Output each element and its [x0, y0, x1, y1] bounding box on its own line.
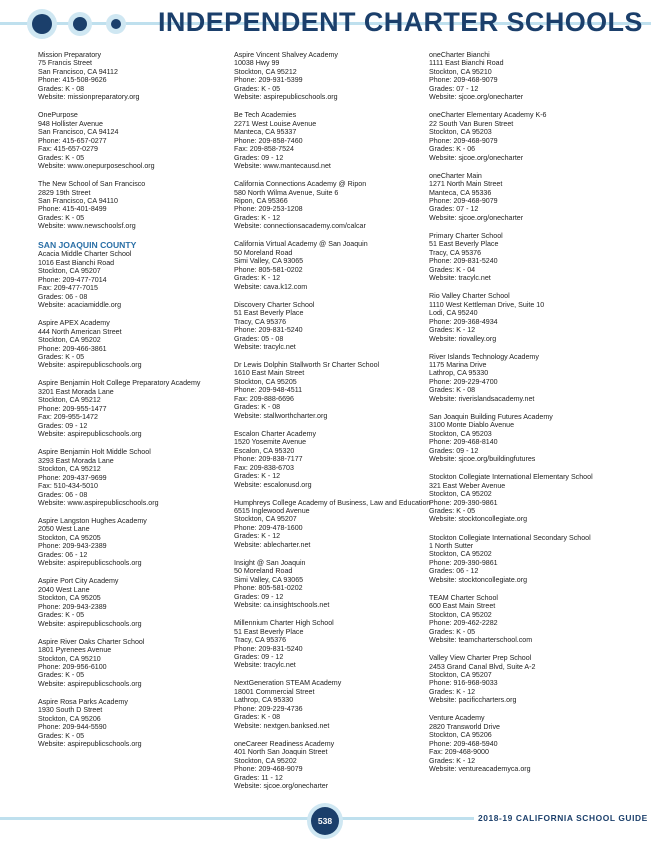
school-city: Escalon, CA 95320 [234, 446, 295, 455]
school-grades: Grades: K - 06 [429, 145, 476, 154]
school-entry [429, 292, 634, 343]
school-city: Stockton, CA 95202 [234, 756, 297, 765]
school-entry [429, 654, 634, 705]
school-city: Stockton, CA 95203 [429, 429, 492, 438]
school-grades: Grades: K - 05 [38, 153, 85, 162]
school-website: Website: connectionsacademy.com/calcar [234, 222, 366, 231]
school-phone: Phone: 209-368-4934 [429, 317, 498, 326]
school-city: Stockton, CA 95203 [429, 128, 492, 137]
school-city: Manteca, CA 95337 [234, 128, 297, 137]
school-city: San Francisco, CA 94110 [38, 196, 118, 205]
school-website: Website: sjcoe.org/onecharter [234, 782, 329, 791]
school-street: 1 North Sutter [429, 541, 474, 550]
school-phone: Phone: 209-468-9079 [429, 136, 498, 145]
school-street: 2453 Grand Canal Blvd, Suite A-2 [429, 662, 536, 671]
school-entry [429, 232, 634, 283]
school-phone: Phone: 209-478-1600 [234, 523, 303, 532]
school-phone: Phone: 209-229-4700 [429, 377, 498, 386]
school-grades: Grades: K - 12 [234, 213, 281, 222]
school-name: California Connections Academy @ Ripon [234, 180, 367, 189]
school-street: 6515 Inglewood Avenue [234, 507, 310, 515]
school-name: The New School of San Francisco [38, 180, 146, 189]
school-grades: Grades: K - 08 [234, 713, 281, 722]
school-website: Website: www.onepurposeschool.org [38, 162, 155, 171]
school-website: Website: stallworthcharter.org [234, 411, 328, 420]
school-entry [38, 51, 243, 102]
school-city: Tracy, CA 95376 [234, 636, 287, 645]
school-name: OnePurpose [38, 111, 78, 120]
school-website: Website: aspirepublicschools.org [38, 361, 142, 370]
school-street: 2050 West Lane [38, 525, 90, 534]
school-grades: Grades: K - 08 [429, 386, 476, 395]
school-city: Tracy, CA 95376 [234, 317, 287, 326]
school-entry [38, 319, 243, 370]
school-website: Website: sjcoe.org/buildingfutures [429, 455, 536, 464]
school-grades: Grades: 09 - 12 [429, 446, 479, 455]
school-fax: Fax: 209-838-6703 [234, 463, 294, 472]
school-city: San Francisco, CA 94124 [38, 128, 119, 137]
school-city: Stockton, CA 95212 [234, 67, 297, 76]
school-entry [429, 594, 634, 645]
school-grades: Grades: K - 08 [234, 403, 281, 412]
school-phone: Phone: 209-838-7177 [234, 455, 303, 464]
school-entry [234, 619, 439, 670]
school-name: Aspire Benjamin Holt Middle School [38, 448, 151, 457]
school-street: 18001 Commercial Street [234, 687, 315, 696]
school-city: Stockton, CA 95202 [429, 490, 492, 499]
school-name: Acacia Middle Charter School [38, 250, 132, 259]
school-entry [234, 559, 439, 610]
school-entry [38, 517, 243, 568]
school-street: 50 Moreland Road [234, 567, 293, 576]
school-street: 1271 North Main Street [429, 180, 503, 189]
school-phone: Phone: 805-581-0202 [234, 265, 303, 274]
school-website: Website: cava.k12.com [234, 282, 308, 291]
school-website: Website: missionpreparatory.org [38, 93, 140, 102]
school-name: Be Tech Academies [234, 111, 297, 120]
school-website: Website: tracylc.net [429, 274, 491, 283]
school-name: NextGeneration STEAM Academy [234, 679, 342, 688]
school-website: Website: ablecharter.net [234, 540, 311, 549]
school-entry [429, 534, 634, 585]
school-grades: Grades: K - 05 [38, 611, 85, 620]
listing-column-1 [38, 51, 243, 758]
school-phone: Phone: 209-390-9861 [429, 498, 498, 507]
school-website: Website: sjcoe.org/onecharter [429, 153, 524, 162]
listing-column-3 [429, 51, 634, 783]
school-fax: Fax: 209-955-1472 [38, 413, 98, 422]
school-phone: Phone: 209-229-4736 [234, 704, 303, 713]
school-website: Website: www.newschoolsf.org [38, 222, 136, 231]
school-name: Mission Preparatory [38, 51, 102, 59]
school-street: 75 Francis Street [38, 59, 93, 68]
school-city: Lathrop, CA 95330 [429, 369, 489, 378]
page-title: INDEPENDENT CHARTER SCHOOLS [158, 7, 643, 37]
school-fax: Fax: 415-657-0279 [38, 145, 98, 154]
school-entry [234, 499, 439, 550]
school-name: oneCharter Bianchi [429, 51, 490, 59]
school-phone: Phone: 805-581-0202 [234, 584, 303, 593]
school-city: Stockton, CA 95212 [38, 396, 101, 405]
school-entry [38, 111, 243, 170]
school-entry [234, 740, 439, 791]
school-street: 1610 East Main Street [234, 369, 305, 378]
school-fax: Fax: 510-434-5010 [38, 482, 98, 491]
school-phone: Phone: 209-462-2282 [429, 619, 498, 628]
header-dot-1 [32, 14, 52, 34]
school-street: 51 East Beverly Place [234, 309, 304, 318]
school-grades: Grades: K - 04 [429, 265, 476, 274]
header-dot-3 [111, 19, 121, 29]
school-phone: Phone: 209-466-3861 [38, 344, 107, 353]
school-city: Stockton, CA 95207 [234, 515, 297, 524]
listing-column-2 [234, 51, 439, 800]
school-grades: Grades: K - 05 [38, 352, 85, 361]
school-grades: Grades: K - 12 [429, 326, 476, 335]
school-name: Stockton Collegiate International Elementary School [429, 473, 593, 482]
school-street: 948 Hollister Avenue [38, 119, 103, 128]
school-name: Humphreys College Academy of Business, Law and Education [234, 498, 431, 507]
school-name: Venture Academy [429, 714, 485, 723]
school-city: Stockton, CA 95210 [38, 654, 101, 663]
school-grades: Grades: K - 05 [38, 731, 85, 740]
school-street: 1930 South D Street [38, 706, 103, 715]
school-street: 2829 19th Street [38, 188, 91, 197]
school-city: Stockton, CA 95205 [38, 533, 101, 542]
school-grades: Grades: K - 05 [429, 507, 476, 515]
school-website: Website: ventureacademyca.org [429, 765, 531, 774]
school-entry [429, 172, 634, 223]
school-street: 3100 Monte Diablo Avenue [429, 421, 515, 430]
school-entry [38, 698, 243, 749]
school-grades: Grades: 07 - 12 [429, 205, 479, 214]
school-name: Primary Charter School [429, 231, 503, 240]
school-entry [38, 240, 243, 309]
school-entry [234, 361, 439, 420]
school-city: Ripon, CA 95366 [234, 196, 288, 205]
school-name: TEAM Charter School [429, 593, 498, 602]
school-entry [429, 51, 634, 102]
school-street: 3293 East Morada Lane [38, 456, 114, 465]
school-name: Aspire Rosa Parks Academy [38, 697, 128, 706]
school-entry [38, 448, 243, 507]
school-grades: Grades: K - 12 [234, 532, 281, 541]
school-phone: Phone: 916-968-9033 [429, 679, 498, 688]
school-city: Stockton, CA 95205 [234, 377, 297, 386]
school-phone: Phone: 209-956-6100 [38, 662, 107, 671]
school-name: Discovery Charter School [234, 300, 315, 309]
school-phone: Phone: 415-657-0277 [38, 136, 107, 145]
school-street: 444 North American Street [38, 327, 122, 336]
school-name: Aspire River Oaks Charter School [38, 637, 145, 646]
school-entry [38, 180, 243, 231]
school-name: River Islands Technology Academy [429, 352, 539, 361]
school-website: Website: www.mantecausd.net [234, 162, 331, 171]
school-entry [429, 111, 634, 162]
school-grades: Grades: K - 12 [234, 274, 281, 283]
school-phone: Phone: 209-468-9079 [234, 765, 303, 774]
school-city: Simi Valley, CA 93065 [234, 257, 304, 266]
school-grades: Grades: 06 - 08 [38, 292, 88, 301]
school-fax: Fax: 209-477-7015 [38, 284, 98, 293]
school-name: Aspire Port City Academy [38, 577, 119, 586]
school-phone: Phone: 209-468-9079 [429, 196, 498, 205]
school-name: Rio Valley Charter School [429, 292, 510, 301]
school-city: Tracy, CA 95376 [429, 248, 482, 257]
school-street: 1175 Marina Drive [429, 361, 487, 370]
school-phone: Phone: 209-831-5240 [234, 326, 303, 335]
school-website: Website: aspirepublicschools.org [38, 740, 142, 749]
school-website: Website: stocktoncollegiate.org [429, 515, 528, 524]
school-website: Website: aspirepublicschools.org [38, 679, 142, 688]
school-website: Website: riovalley.org [429, 334, 497, 343]
school-website: Website: escalonusd.org [234, 480, 312, 489]
school-city: Stockton, CA 95202 [38, 336, 101, 345]
school-name: Dr Lewis Dolphin Stallworth Sr Charter School [234, 361, 380, 370]
school-street: 401 North San Joaquin Street [234, 748, 328, 757]
school-website: Website: teamcharterschool.com [429, 636, 533, 645]
school-entry [234, 111, 439, 170]
school-website: Website: tracylc.net [234, 661, 296, 670]
school-city: Stockton, CA 95206 [429, 731, 492, 740]
school-city: Stockton, CA 95210 [429, 67, 492, 76]
school-city: Manteca, CA 95336 [429, 188, 492, 197]
school-grades: Grades: K - 05 [38, 213, 85, 222]
school-entry [234, 679, 439, 730]
school-name: Aspire APEX Academy [38, 319, 110, 328]
school-street: 1801 Pyrenees Avenue [38, 646, 112, 655]
school-website: Website: aspirepublicschools.org [234, 93, 338, 102]
school-phone: Phone: 415-508-9626 [38, 76, 107, 85]
school-city: San Francisco, CA 94112 [38, 67, 118, 76]
school-phone: Phone: 209-943-2389 [38, 602, 107, 611]
school-city: Stockton, CA 95207 [38, 267, 101, 276]
school-name: Aspire Vincent Shalvey Academy [234, 51, 338, 59]
school-phone: Phone: 209-468-9079 [429, 76, 498, 85]
school-website: Website: aspirepublicschools.org [38, 430, 142, 439]
school-street: 10038 Hwy 99 [234, 59, 280, 68]
school-name: Stockton Collegiate International Secondary School [429, 533, 591, 542]
school-grades: Grades: K - 05 [38, 671, 85, 680]
school-grades: Grades: K - 12 [429, 756, 476, 765]
school-entry [429, 714, 634, 773]
school-grades: Grades: 09 - 12 [234, 652, 284, 661]
school-fax: Fax: 209-888-6696 [234, 394, 294, 403]
school-website: Website: riverislandsacademy.net [429, 394, 535, 403]
school-grades: Grades: 09 - 12 [234, 153, 284, 162]
school-street: 1016 East Bianchi Road [38, 258, 115, 267]
school-phone: Phone: 209-831-5240 [234, 644, 303, 653]
school-name: San Joaquin Building Futures Academy [429, 412, 553, 421]
school-city: Stockton, CA 95206 [38, 714, 101, 723]
school-grades: Grades: 11 - 12 [234, 773, 283, 782]
school-street: 1110 West Kettleman Drive, Suite 10 [429, 300, 545, 309]
school-entry [38, 638, 243, 689]
school-phone: Phone: 415-401-8499 [38, 205, 107, 214]
school-phone: Phone: 209-390-9861 [429, 558, 498, 567]
school-entry [234, 301, 439, 352]
school-city: Stockton, CA 95205 [38, 594, 101, 603]
school-entry [429, 473, 634, 524]
school-street: 600 East Main Street [429, 602, 496, 611]
school-entry [234, 51, 439, 102]
school-grades: Grades: 09 - 12 [38, 421, 88, 430]
school-phone: Phone: 209-477-7014 [38, 275, 107, 284]
school-phone: Phone: 209-437-9699 [38, 473, 107, 482]
school-entry [234, 240, 439, 291]
school-phone: Phone: 209-253-1208 [234, 205, 303, 214]
school-website: Website: acaciamiddle.org [38, 301, 122, 310]
school-phone: Phone: 209-468-5940 [429, 739, 498, 748]
school-phone: Phone: 209-858-7460 [234, 136, 303, 145]
page-number: 538 [311, 807, 339, 835]
school-city: Stockton, CA 95202 [429, 610, 492, 619]
school-street: 1520 Yosemite Avenue [234, 438, 307, 447]
school-website: Website: nextgen.banksed.net [234, 721, 330, 730]
school-name: Aspire Benjamin Holt College Preparatory Academy [38, 379, 201, 388]
school-phone: Phone: 209-955-1477 [38, 404, 107, 413]
school-name: California Virtual Academy @ San Joaquin [234, 240, 368, 249]
school-phone: Phone: 209-831-5240 [429, 257, 498, 266]
school-street: 3201 East Morada Lane [38, 387, 114, 396]
school-city: Lodi, CA 95240 [429, 309, 478, 318]
school-name: oneCharter Elementary Academy K-6 [429, 111, 547, 120]
school-website: Website: aspirepublicschools.org [38, 619, 142, 628]
school-city: Stockton, CA 95212 [38, 465, 101, 474]
school-phone: Phone: 209-931-5399 [234, 76, 303, 85]
school-entry [234, 430, 439, 489]
school-street: 50 Moreland Road [234, 248, 293, 257]
school-street: 51 East Beverly Place [234, 627, 304, 636]
school-phone: Phone: 209-948-4511 [234, 386, 303, 395]
school-street: 580 North Wilma Avenue, Suite 6 [234, 188, 339, 197]
school-grades: Grades: 05 - 08 [234, 334, 284, 343]
school-phone: Phone: 209-944-5590 [38, 723, 107, 732]
guide-title: 2018-19 CALIFORNIA SCHOOL GUIDE [474, 813, 651, 823]
school-grades: Grades: 07 - 12 [429, 84, 479, 93]
school-name: Insight @ San Joaquin [234, 558, 306, 567]
school-city: Stockton, CA 95202 [429, 550, 492, 559]
school-entry [429, 413, 634, 464]
school-entry [429, 353, 634, 404]
school-website: Website: stocktoncollegiate.org [429, 575, 528, 584]
school-grades: Grades: K - 12 [429, 687, 476, 696]
school-phone: Phone: 209-943-2389 [38, 542, 107, 551]
school-grades: Grades: K - 05 [429, 627, 476, 636]
school-street: 2820 Transworld Drive [429, 722, 500, 731]
header-dot-2 [73, 17, 87, 31]
school-grades: Grades: K - 05 [234, 84, 281, 93]
school-entry [234, 180, 439, 231]
school-name: oneCharter Main [429, 171, 482, 180]
school-website: Website: pacificcharters.org [429, 696, 517, 705]
school-street: 2271 West Louise Avenue [234, 119, 317, 128]
school-entry [38, 577, 243, 628]
school-street: 1111 East Bianchi Road [429, 59, 504, 68]
school-city: Lathrop, CA 95330 [234, 696, 294, 705]
school-name: oneCareer Readiness Academy [234, 739, 335, 748]
school-name: Millennium Charter High School [234, 619, 334, 628]
school-street: 321 East Weber Avenue [429, 481, 506, 490]
school-name: Aspire Langston Hughes Academy [38, 517, 147, 525]
school-grades: Grades: 06 - 08 [38, 490, 88, 499]
school-grades: Grades: 06 - 12 [429, 567, 479, 576]
school-website: Website: sjcoe.org/onecharter [429, 93, 524, 102]
school-grades: Grades: 09 - 12 [234, 592, 284, 601]
school-website: Website: www.aspirepublicschools.org [38, 498, 159, 507]
school-website: Website: sjcoe.org/onecharter [429, 213, 524, 222]
school-name: Escalon Charter Academy [234, 429, 317, 438]
school-website: Website: tracylc.net [234, 342, 296, 351]
school-street: 22 South Van Buren Street [429, 119, 514, 128]
school-fax: Fax: 209-468-9000 [429, 748, 489, 757]
school-phone: Phone: 209-468-8140 [429, 438, 498, 447]
school-name: Valley View Charter Prep School [429, 654, 532, 663]
school-city: Simi Valley, CA 93065 [234, 575, 304, 584]
school-street: 51 East Beverly Place [429, 240, 499, 249]
county-heading: SAN JOAQUIN COUNTY [38, 240, 137, 251]
school-website: Website: aspirepublicschools.org [38, 559, 142, 568]
school-fax: Fax: 209-858-7524 [234, 145, 294, 154]
school-grades: Grades: K - 08 [38, 84, 85, 93]
school-grades: Grades: K - 12 [234, 472, 281, 481]
school-street: 2040 West Lane [38, 585, 90, 594]
school-city: Stockton, CA 95207 [429, 671, 492, 680]
school-website: Website: ca.insightschools.net [234, 601, 330, 610]
school-entry [38, 379, 243, 438]
school-grades: Grades: 06 - 12 [38, 550, 88, 559]
